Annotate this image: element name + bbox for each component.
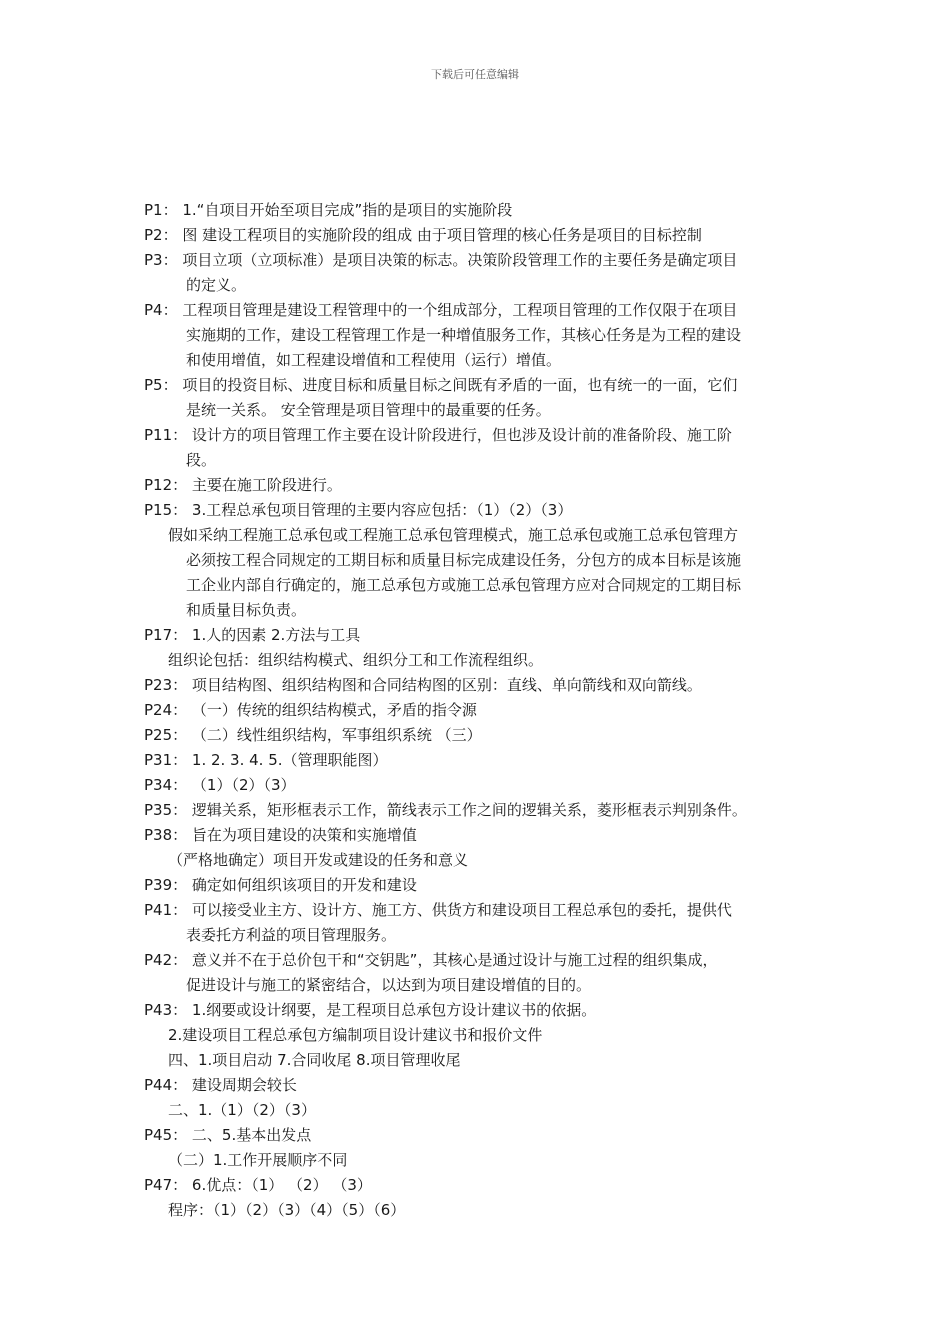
text-line: 促进设计与施工的紧密结合，以达到为项目建设增值的目的。 [186,976,592,994]
text-line: 工企业内部自行确定的，施工总承包方或施工总承包管理方应对合同规定的工期目标 [186,576,742,594]
text-line: （二）1.工作开展顺序不同 [168,1151,348,1169]
text-line: P45： 二、5.基本出发点 [144,1126,312,1144]
text-line: （严格地确定）项目开发或建设的任务和意义 [168,851,469,869]
page-header: 下载后可任意编辑 [431,68,519,81]
text-line: 表委托方利益的项目管理服务。 [186,926,397,944]
text-line: P1： 1.“自项目开始至项目完成”指的是项目的实施阶段 [144,201,513,219]
text-line: P38： 旨在为项目建设的决策和实施增值 [144,826,417,844]
text-line: P34： （1）（2）（3） [144,776,296,794]
text-line: 程序：（1）（2）（3）（4）（5）（6） [168,1201,406,1219]
text-line: P3： 项目立项（立项标准）是项目决策的标志。决策阶段管理工作的主要任务是确定项目 [144,251,738,269]
text-line: P43： 1.纲要或设计纲要，是工程项目总承包方设计建议书的依据。 [144,1001,597,1019]
text-line: P12： 主要在施工阶段进行。 [144,476,342,494]
text-line: 组织论包括：组织结构模式、组织分工和工作流程组织。 [168,651,544,669]
text-line: 必须按工程合同规定的工期目标和质量目标完成建设任务，分包方的成本目标是该施 [186,551,742,569]
text-line: P15： 3.工程总承包项目管理的主要内容应包括：（1）（2）（3） [144,501,573,519]
text-line: P17： 1.人的因素 2.方法与工具 [144,626,361,644]
text-line: P25： （二）线性组织结构，军事组织系统 （三） [144,726,482,744]
text-line: 实施期的工作，建设工程管理工作是一种增值服务工作，其核心任务是为工程的建设 [186,326,742,344]
text-line: 段。 [186,451,217,469]
text-line: 和使用增值，如工程建设增值和工程使用（运行）增值。 [186,351,562,369]
text-line: P11： 设计方的项目管理工作主要在设计阶段进行，但也涉及设计前的准备阶段、施工阶 [144,426,732,444]
text-line: 和质量目标负责。 [186,601,307,619]
text-line: P44： 建设周期会较长 [144,1076,297,1094]
text-line: 是统一关系。 安全管理是项目管理中的最重要的任务。 [186,401,551,419]
text-line: 的定义。 [186,276,247,294]
text-line: P24： （一）传统的组织结构模式，矛盾的指令源 [144,701,477,719]
text-line: 四、1.项目启动 7.合同收尾 8.项目管理收尾 [168,1051,461,1069]
text-line: 假如采纳工程施工总承包或工程施工总承包管理模式，施工总承包或施工总承包管理方 [168,526,739,544]
text-line: P47： 6.优点：（1） （2） （3） [144,1176,372,1194]
text-line: 二、1.（1）（2）（3） [168,1101,316,1119]
text-line: P39： 确定如何组织该项目的开发和建设 [144,876,417,894]
text-line: P5： 项目的投资目标、进度目标和质量目标之间既有矛盾的一面，也有统一的一面，它们 [144,376,738,394]
text-line: P31： 1. 2. 3. 4. 5.（管理职能图） [144,751,388,769]
text-line: P4： 工程项目管理是建设工程管理中的一个组成部分，工程项目管理的工作仅限于在项目 [144,301,738,319]
text-line: P2： 图 建设工程项目的实施阶段的组成 由于项目管理的核心任务是项目的目标控制 [144,226,702,244]
text-line: P41： 可以接受业主方、设计方、施工方、供货方和建设项目工程总承包的委托，提供代 [144,901,732,919]
document-body [144,198,816,1223]
text-line: P35： 逻辑关系，矩形框表示工作，箭线表示工作之间的逻辑关系，菱形框表示判别条件。 [144,801,747,819]
text-line: 2.建设项目工程总承包方编制项目设计建议书和报价文件 [168,1026,543,1044]
text-line: P23： 项目结构图、组织结构图和合同结构图的区别：直线、单向箭线和双向箭线。 [144,676,702,694]
text-line: P42： 意义并不在于总价包干和“交钥匙”，其核心是通过设计与施工过程的组织集成， [144,951,718,969]
